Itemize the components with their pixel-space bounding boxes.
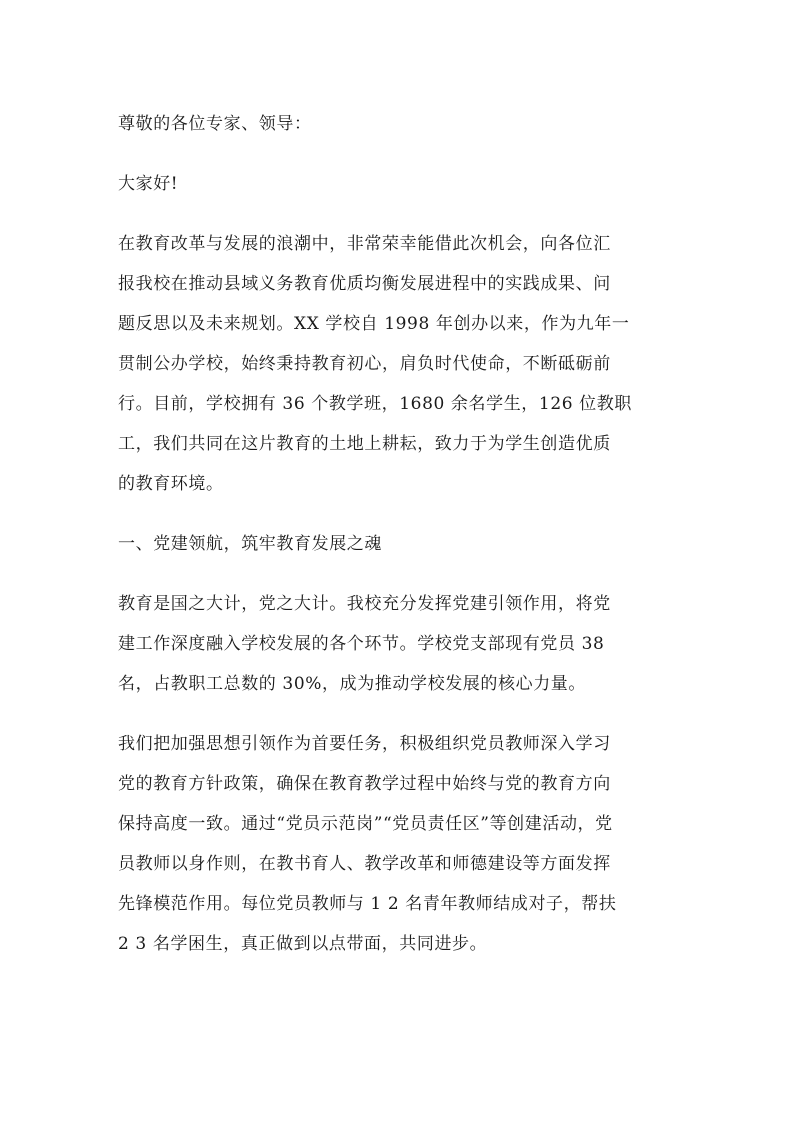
intro-paragraph [118, 224, 680, 504]
text-line: 员教师以身作则，在教书育人、教学改革和师德建设等方面发挥 [118, 854, 611, 874]
text-line: 党的教育方针政策，确保在教育教学过程中始终与党的教育方向 [118, 774, 611, 794]
text-line: 行。目前，学校拥有 36 个教学班，1680 余名学生，126 位教职 [118, 394, 632, 414]
text-line: 在教育改革与发展的浪潮中，非常荣幸能借此次机会，向各位汇 [118, 234, 611, 254]
text-line: 报我校在推动县域义务教育优质均衡发展进程中的实践成果、问 [118, 274, 611, 294]
text-line: 贯制公办学校，始终秉持教育初心，肩负时代使命，不断砥砺前 [118, 354, 611, 374]
text-line: 工，我们共同在这片教育的土地上耕耘，致力于为学生创造优质 [118, 434, 611, 454]
text-line: 2 3 名学困生，真正做到以点带面，共同进步。 [118, 934, 488, 954]
section-paragraph-1 [118, 584, 680, 704]
text-line: 名，占教职工总数的 30%，成为推动学校发展的核心力量。 [118, 674, 586, 694]
text-line: 题反思以及未来规划。XX 学校自 1998 年创办以来，作为九年一 [118, 314, 630, 334]
text-line: 教育是国之大计，党之大计。我校充分发挥党建引领作用，将党 [118, 594, 611, 614]
text-line: 保持高度一致。通过“党员示范岗”“党员责任区”等创建活动，党 [118, 814, 613, 834]
salutation: 尊敬的各位专家、领导： [118, 114, 312, 134]
section-paragraph-2 [118, 724, 680, 964]
document-body [118, 104, 680, 984]
greeting: 大家好! [118, 174, 179, 194]
text-line: 的教育环境。 [118, 474, 224, 494]
text-line: 先锋模范作用。每位党员教师与 1 2 名青年教师结成对子，帮扶 [118, 894, 617, 914]
section-heading: 一、党建领航，筑牢教育发展之魂 [118, 534, 382, 554]
text-line: 建工作深度融入学校发展的各个环节。学校党支部现有党员 38 [118, 634, 605, 654]
text-line: 我们把加强思想引领作为首要任务，积极组织党员教师深入学习 [118, 734, 611, 754]
